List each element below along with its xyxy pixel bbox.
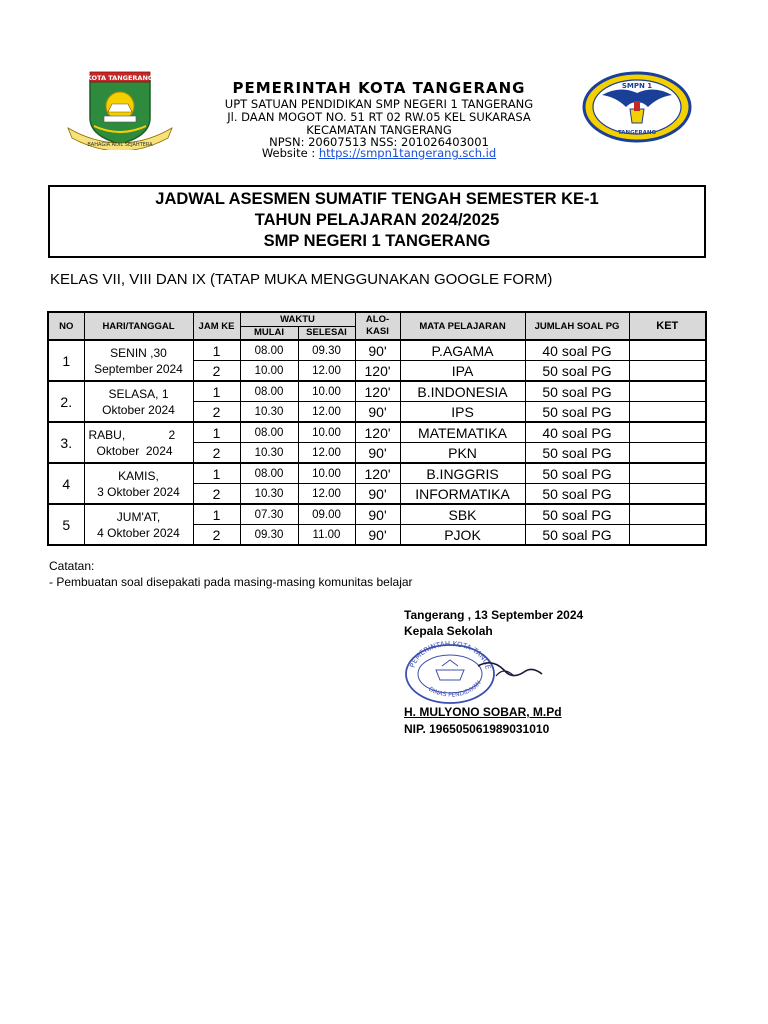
header-jumlah: JUMLAH SOAL PG [525,312,629,340]
header-mulai: MULAI [240,326,298,340]
row-jumlah: 40 soal PG [525,340,629,361]
row-day [84,340,193,381]
row-no: 3. [48,422,84,463]
table-row [48,422,706,443]
row-jumlah: 50 soal PG [525,463,629,484]
title-line-2: TAHUN PELAJARAN 2024/2025 [254,211,500,229]
row-jumlah: 50 soal PG [525,402,629,423]
official-stamp [400,636,550,706]
row-ket [629,402,706,423]
letterhead-district: KECAMATAN TANGERANG [306,123,452,137]
row-mapel: B.INDONESIA [400,381,525,402]
row-jam: 1 [193,381,240,402]
signature-role: Kepala Sekolah [404,624,493,638]
row-mulai: 08.00 [240,422,298,443]
row-no: 5 [48,504,84,545]
row-no: 1 [48,340,84,381]
row-selesai: 10.00 [298,463,355,484]
logo-left-label: KOTA TANGERANG [86,74,154,82]
row-ket [629,443,706,464]
row-mulai: 10.00 [240,361,298,382]
kota-tangerang-logo [64,68,176,150]
row-jam: 2 [193,443,240,464]
row-jam: 2 [193,361,240,382]
row-no: 4 [48,463,84,504]
header-no: NO [48,312,84,340]
day-line-2: 3 Oktober 2024 [97,484,180,499]
row-selesai: 12.00 [298,402,355,423]
row-mulai: 10.30 [240,484,298,505]
day-line-1: JUM'AT, [116,509,161,524]
row-ket [629,422,706,443]
table-row [48,463,706,484]
signature-nip: NIP. 196505061989031010 [404,722,550,736]
row-selesai: 12.00 [298,484,355,505]
row-jumlah: 50 soal PG [525,484,629,505]
header-alokasi-1: ALO- [365,314,390,325]
letterhead-address: Jl. DAAN MOGOT NO. 51 RT 02 RW.05 KEL SUKARASA [227,110,531,124]
row-alokasi: 120' [355,381,400,402]
class-subtitle: KELAS VII, VIII DAN IX (TATAP MUKA MENGGUNAKAN GOOGLE FORM) [50,271,553,288]
row-selesai: 10.00 [298,381,355,402]
day-line-1: RABU, 2 [88,427,176,442]
row-ket [629,525,706,546]
letterhead-npsn: NPSN: 20607513 NSS: 201026403001 [269,135,489,149]
row-alokasi: 90' [355,443,400,464]
row-ket [629,381,706,402]
row-mapel: SBK [400,504,525,525]
table-row [48,340,706,361]
row-mapel: B.INGGRIS [400,463,525,484]
day-line-2: 4 Oktober 2024 [97,525,180,540]
row-day [84,504,193,545]
header-ket: KET [629,312,706,340]
row-selesai: 12.00 [298,443,355,464]
row-selesai: 09.00 [298,504,355,525]
row-alokasi: 120' [355,422,400,443]
row-alokasi: 90' [355,340,400,361]
title-box [48,185,706,258]
day-line-1: KAMIS, [118,468,159,483]
title-line-3: SMP NEGERI 1 TANGERANG [263,232,491,250]
row-jumlah: 50 soal PG [525,361,629,382]
row-alokasi: 120' [355,361,400,382]
row-jam: 1 [193,422,240,443]
header-waktu: WAKTU [240,312,355,326]
row-jam: 1 [193,504,240,525]
row-alokasi: 90' [355,402,400,423]
row-ket [629,463,706,484]
header-day: HARI/TANGGAL [84,312,193,340]
row-jumlah: 40 soal PG [525,422,629,443]
notes-title: Catatan: [49,559,95,573]
stamp-bottom-text: DINAS PENDIDIKAN [427,679,483,699]
row-mapel: PJOK [400,525,525,546]
row-jumlah: 50 soal PG [525,381,629,402]
letterhead-website [176,146,582,160]
row-day [84,381,193,422]
row-mulai: 10.30 [240,402,298,423]
day-line-2: Oktober 2024 [96,443,173,458]
signature-place-date: Tangerang , 13 September 2024 [404,608,584,622]
table-row [48,504,706,525]
row-mulai: 08.00 [240,340,298,361]
row-jam: 2 [193,484,240,505]
day-line-1: SENIN ,30 [110,345,167,360]
row-mulai: 08.00 [240,463,298,484]
row-selesai: 09.30 [298,340,355,361]
row-mulai: 10.30 [240,443,298,464]
header-jam: JAM KE [193,312,240,340]
row-jam: 2 [193,525,240,546]
row-mapel: IPS [400,402,525,423]
row-jam: 1 [193,340,240,361]
row-mulai: 09.30 [240,525,298,546]
svg-text:DINAS PENDIDIKAN [427,680,482,699]
header-selesai: SELESAI [298,326,355,340]
row-mulai: 08.00 [240,381,298,402]
row-mapel: IPA [400,361,525,382]
notes-item: - Pembuatan soal disepakati pada masing-masing komunitas belajar [49,575,413,589]
header-mapel: MATA PELAJARAN [400,312,525,340]
row-mapel: INFORMATIKA [400,484,525,505]
table-row [48,381,706,402]
row-ket [629,340,706,361]
row-mulai: 07.30 [240,504,298,525]
header-alokasi [355,312,400,340]
row-selesai: 12.00 [298,361,355,382]
website-label: Website : [261,146,319,160]
row-jam: 1 [193,463,240,484]
header-alokasi-2: KASI [366,326,389,337]
logo-right-motto: TANGERANG [617,130,657,136]
logo-left-motto: BAHAGIA ADIL SEJAHTERA [87,142,153,148]
row-jumlah: 50 soal PG [525,504,629,525]
row-alokasi: 90' [355,525,400,546]
website-link[interactable]: https://smpn1tangerang.sch.id [318,146,497,160]
row-ket [629,484,706,505]
row-day [84,422,193,463]
day-line-2: Oktober 2024 [102,402,175,417]
row-mapel: MATEMATIKA [400,422,525,443]
row-jumlah: 50 soal PG [525,443,629,464]
letterhead-government: PEMERINTAH KOTA TANGERANG [232,79,526,97]
letterhead-unit: UPT SATUAN PENDIDIKAN SMP NEGERI 1 TANGERANG [224,97,534,111]
title-line-1: JADWAL ASESMEN SUMATIF TENGAH SEMESTER KE-1 [155,190,599,208]
row-alokasi: 120' [355,463,400,484]
row-selesai: 10.00 [298,422,355,443]
signature-name: H. MULYONO SOBAR, M.Pd [404,705,562,719]
row-selesai: 11.00 [298,525,355,546]
row-mapel: PKN [400,443,525,464]
row-alokasi: 90' [355,504,400,525]
row-jumlah: 50 soal PG [525,525,629,546]
row-day [84,463,193,504]
stamp-text: PEMERINTAH KOTA TANGE [408,639,492,671]
row-ket [629,361,706,382]
day-line-2: September 2024 [94,361,183,376]
day-line-1: SELASA, 1 [108,386,169,401]
row-jam: 2 [193,402,240,423]
logo-right-label: SMPN 1 [621,82,653,90]
row-no: 2. [48,381,84,422]
schedule-table [47,311,707,546]
row-ket [629,504,706,525]
smpn1-logo [582,71,692,143]
row-mapel: P.AGAMA [400,340,525,361]
row-alokasi: 90' [355,484,400,505]
